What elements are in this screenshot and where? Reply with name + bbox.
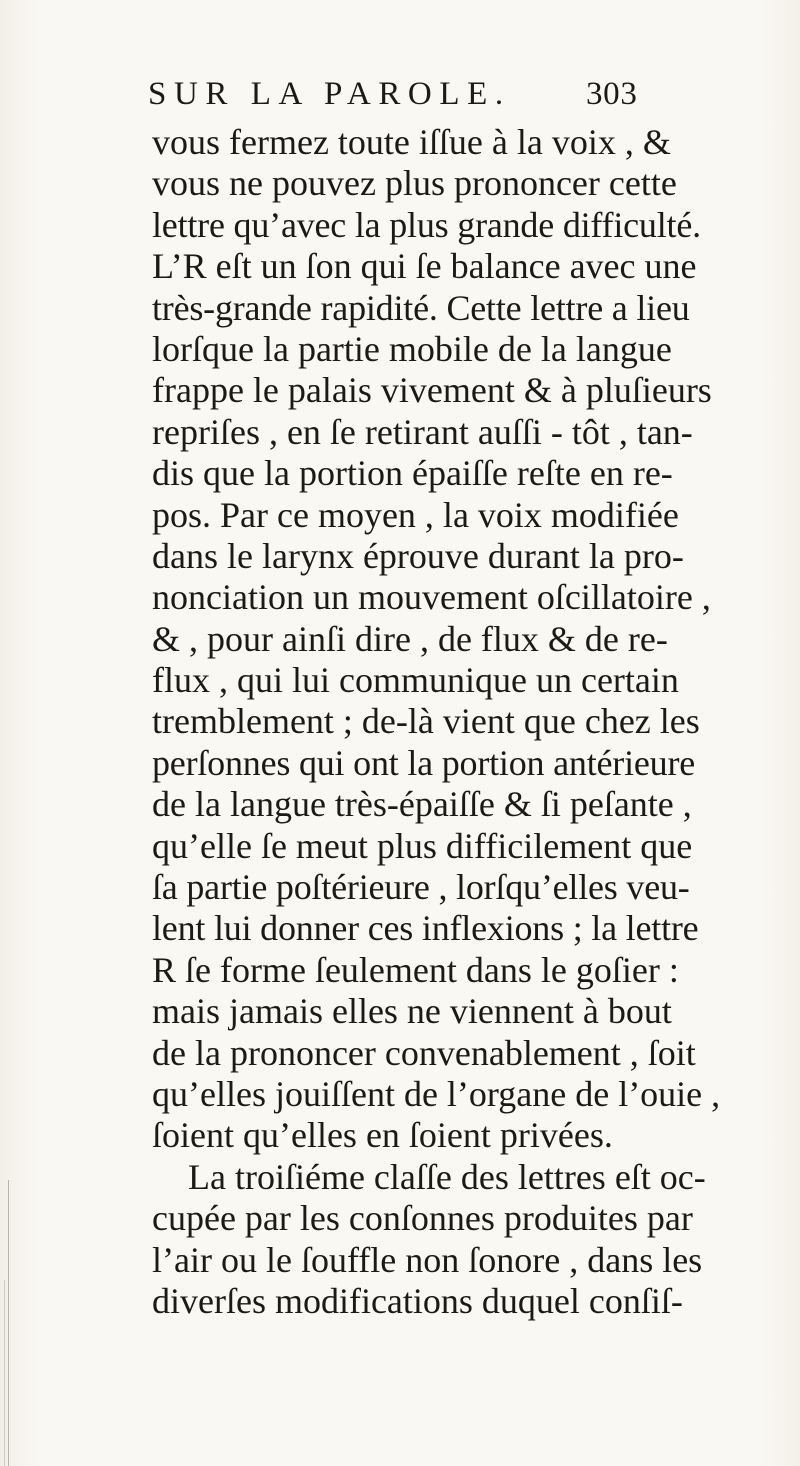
text-line: perſonnes qui ont la portion antérieure bbox=[152, 742, 696, 783]
gutter-rule bbox=[4, 1280, 5, 1466]
page-number: 303 bbox=[586, 76, 638, 112]
text-line: lent lui donner ces inflexions ; la lettre bbox=[152, 908, 699, 949]
text-line: repriſes , en ſe retirant auſſi - tôt , tan- bbox=[152, 411, 693, 452]
text-line: tremblement ; de-là vient que chez les bbox=[152, 701, 700, 742]
text-line: diverſes modifications duquel conſiſ- bbox=[152, 1280, 683, 1321]
text-line: frappe le palais vivement & à pluſieurs bbox=[152, 370, 712, 411]
text-line: lorſque la partie mobile de la langue bbox=[152, 328, 672, 369]
text-line: l’air ou le ſouffle non ſonore , dans les bbox=[152, 1239, 703, 1280]
text-line: nonciation un mouvement oſcillatoire , bbox=[152, 577, 711, 618]
text-line: lettre qu’avec la plus grande difficulté. bbox=[152, 204, 701, 245]
text-line: L’R eſt un ſon qui ſe balance avec une bbox=[152, 246, 697, 287]
text-line: dis que la portion épaiſſe reſte en re- bbox=[152, 453, 673, 494]
running-head: SUR LA PAROLE. bbox=[148, 76, 511, 112]
text-line: cupée par les conſonnes produites par bbox=[152, 1198, 693, 1239]
page-header bbox=[0, 74, 800, 114]
body-text bbox=[152, 122, 800, 1322]
gutter-rule bbox=[8, 1180, 9, 1466]
text-line: R ſe forme ſeulement dans le goſier : bbox=[152, 949, 679, 990]
text-line: qu’elle ſe meut plus difficilement que bbox=[152, 825, 693, 866]
text-line: de la langue très-épaiſſe & ſi peſante , bbox=[152, 784, 692, 825]
text-line: La troiſiéme claſſe des lettres eſt oc- bbox=[188, 1156, 706, 1197]
text-line: flux , qui lui communique un certain bbox=[152, 660, 679, 701]
text-line: de la prononcer convenablement , ſoit bbox=[152, 1032, 696, 1073]
text-line: dans le larynx éprouve durant la pro- bbox=[152, 535, 684, 576]
text-line: très-grande rapidité. Cette lettre a lieu bbox=[152, 287, 690, 328]
text-line: vous ne pouvez plus prononcer cette bbox=[152, 163, 677, 204]
text-line: qu’elles jouiſſent de l’organe de l’ouie , bbox=[152, 1073, 721, 1114]
text-line: pos. Par ce moyen , la voix modifiée bbox=[152, 494, 679, 535]
text-line: & , pour ainſi dire , de flux & de re- bbox=[152, 618, 668, 659]
text-line: mais jamais elles ne viennent à bout bbox=[152, 991, 672, 1032]
text-line: vous fermez toute iſſue à la voix , & bbox=[152, 122, 671, 162]
text-line: ſoient qu’elles en ſoient privées. bbox=[152, 1115, 613, 1156]
text-line: ſa partie poſtérieure , lorſqu’elles veu- bbox=[152, 867, 690, 908]
